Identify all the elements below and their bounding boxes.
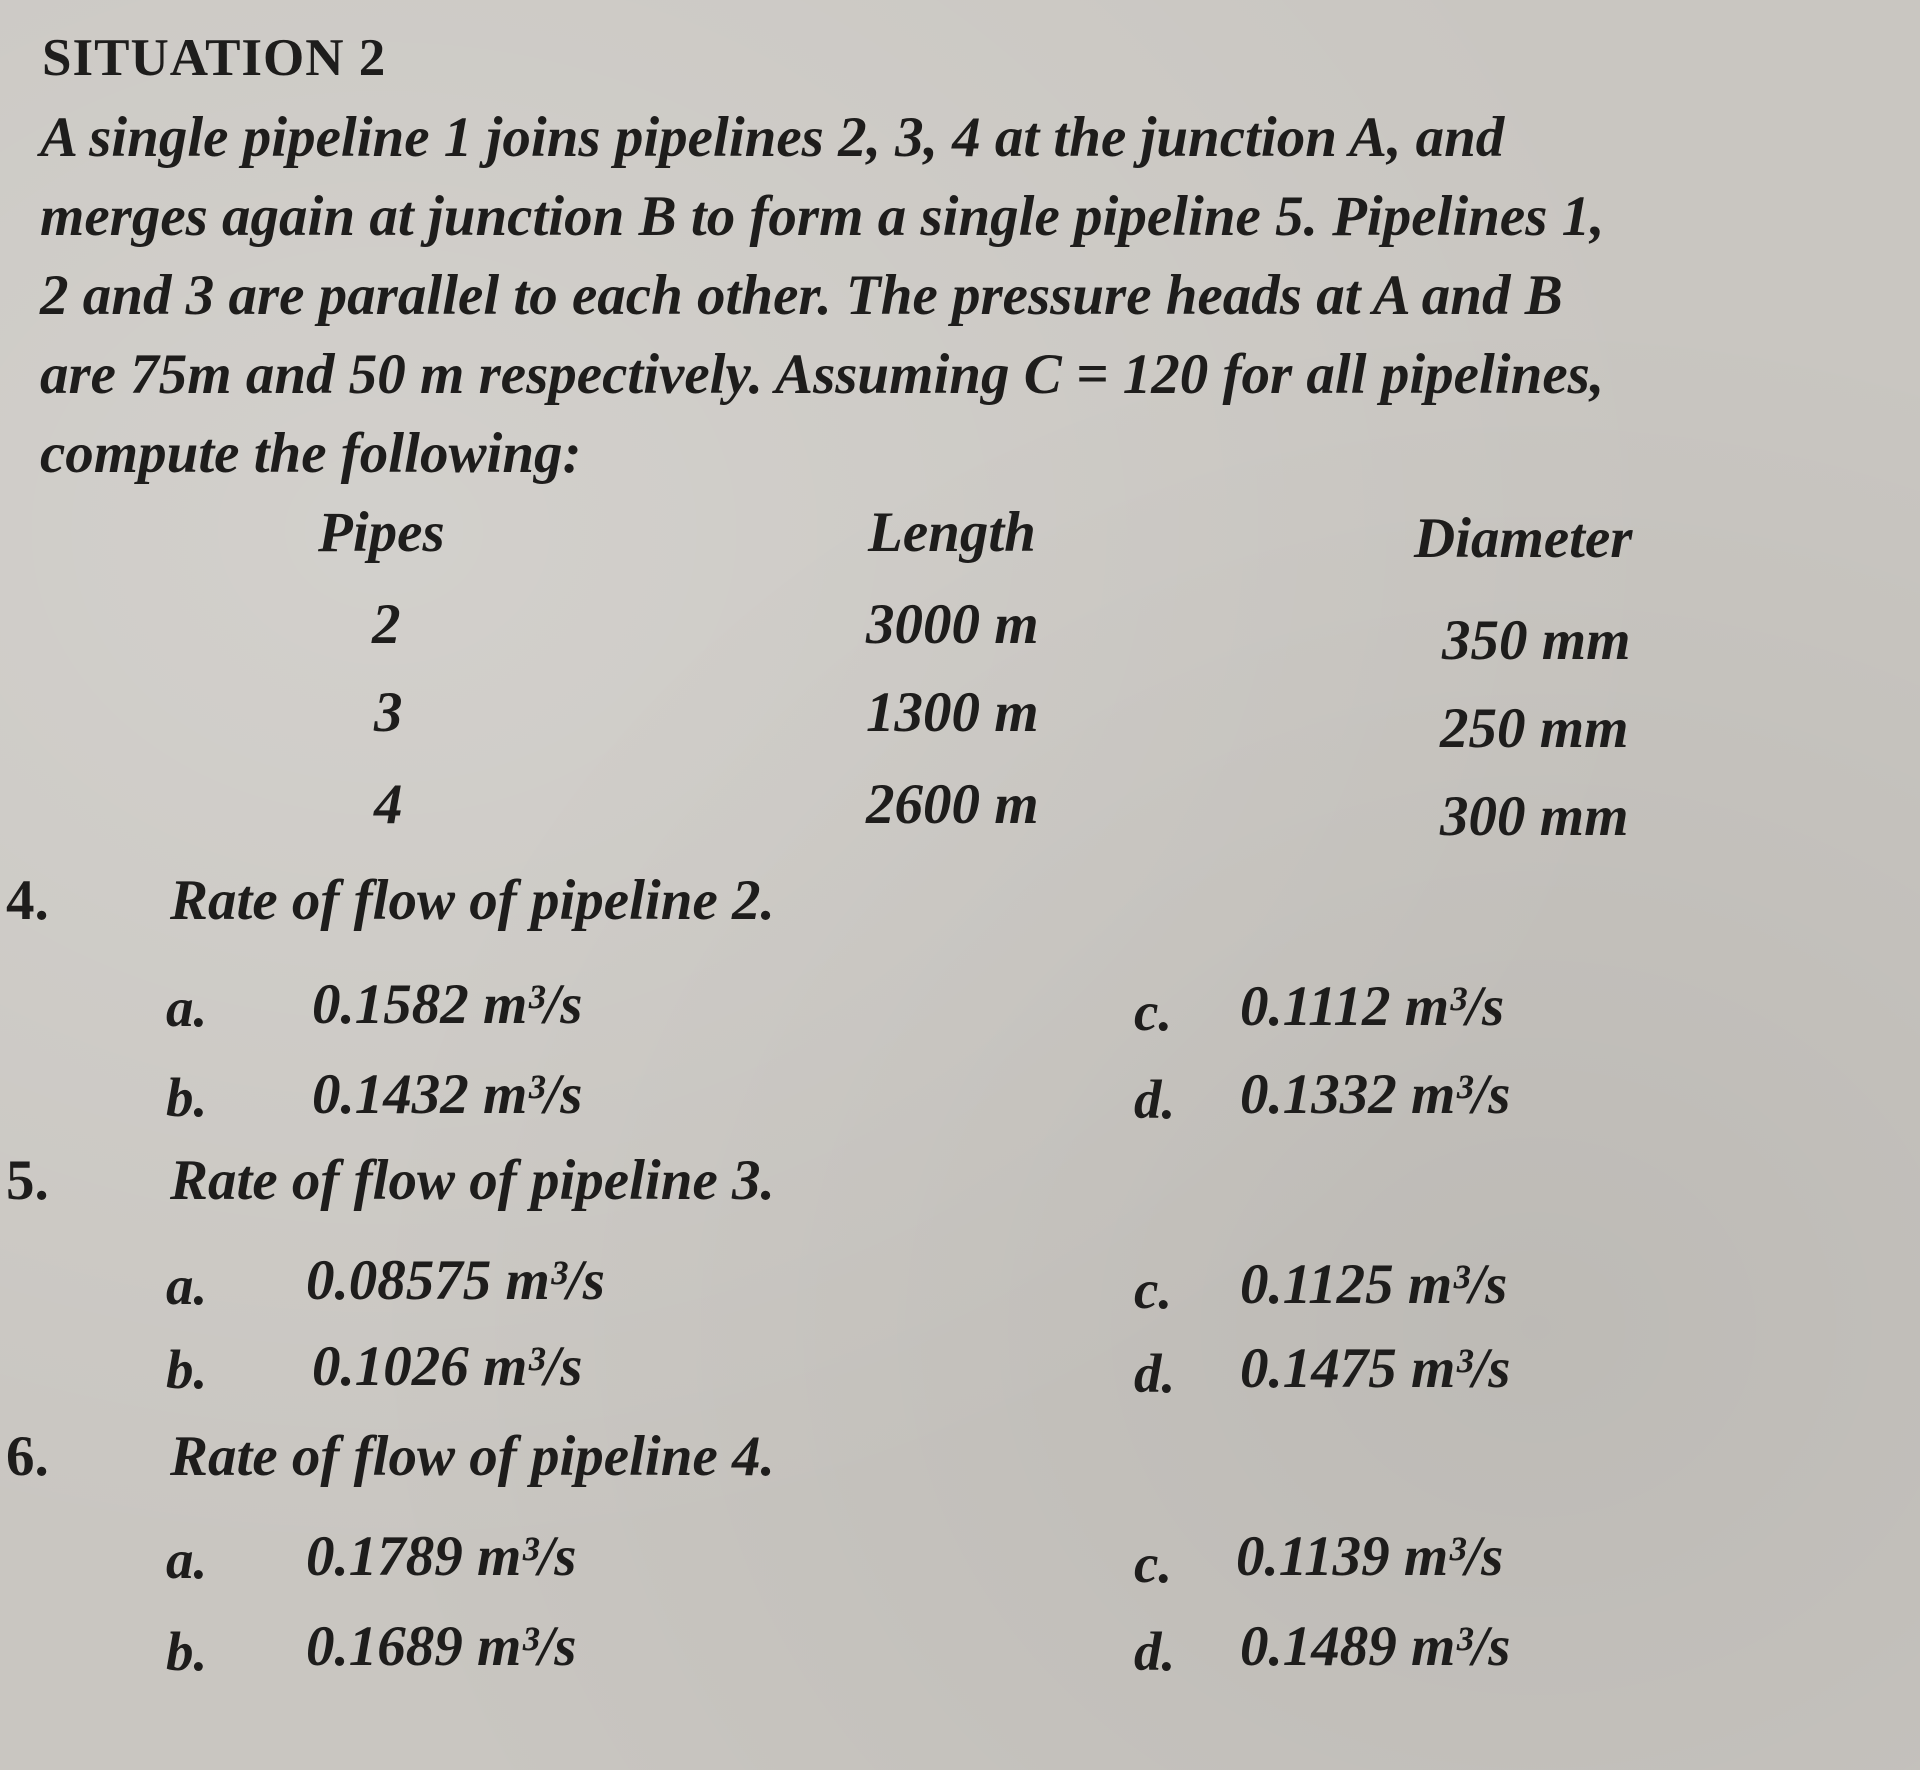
question-number: 6. [6,1425,49,1488]
option-a-letter: a. [166,977,208,1038]
option-b-letter: b. [166,1067,208,1128]
option-c-letter: c. [1134,1259,1173,1320]
question-number: 4. [6,869,49,932]
header-pipes: Pipes [318,501,445,564]
question-text: Rate of flow of pipeline 4. [170,1425,775,1488]
option-a-value[interactable]: 0.08575 m³/s [306,1249,605,1312]
option-a-value[interactable]: 0.1789 m³/s [306,1525,577,1588]
question-number: 5. [6,1149,49,1212]
cell-pipe: 4 [374,773,403,836]
option-b-value[interactable]: 0.1432 m³/s [312,1063,583,1126]
header-diameter: Diameter [1414,507,1633,570]
cell-length: 2600 m [866,773,1039,836]
option-c-letter: c. [1134,981,1173,1042]
option-c-value[interactable]: 0.1125 m³/s [1240,1253,1508,1316]
cell-diameter: 250 mm [1440,697,1629,760]
option-c-value[interactable]: 0.1112 m³/s [1240,975,1505,1038]
cell-length: 3000 m [866,593,1039,656]
problem-line: 2 and 3 are parallel to each other. The pressure heads at A and B [40,264,1563,327]
option-b-value[interactable]: 0.1026 m³/s [312,1335,583,1398]
cell-length: 1300 m [866,681,1039,744]
problem-line: A single pipeline 1 joins pipelines 2, 3, 4 at the junction A, and [40,106,1505,169]
option-a-letter: a. [166,1255,208,1316]
option-d-letter: d. [1134,1343,1176,1404]
question-text: Rate of flow of pipeline 2. [170,869,775,932]
option-d-value[interactable]: 0.1475 m³/s [1240,1337,1511,1400]
question-6 [0,1424,1920,1704]
option-a-letter: a. [166,1529,208,1590]
option-c-letter: c. [1134,1533,1173,1594]
problem-line: are 75m and 50 m respectively. Assuming C = 120 for all pipelines, [40,343,1605,406]
problem-line: compute the following: [40,422,582,485]
option-b-letter: b. [166,1621,208,1682]
cell-diameter: 300 mm [1440,785,1629,848]
option-b-value[interactable]: 0.1689 m³/s [306,1615,577,1678]
option-b-letter: b. [166,1339,208,1400]
question-text: Rate of flow of pipeline 3. [170,1149,775,1212]
problem-statement [40,98,1900,493]
option-d-letter: d. [1134,1069,1176,1130]
option-d-value[interactable]: 0.1489 m³/s [1240,1615,1511,1678]
question-4 [0,868,1920,1148]
option-d-value[interactable]: 0.1332 m³/s [1240,1063,1511,1126]
problem-line: merges again at junction B to form a single pipeline 5. Pipelines 1, [40,185,1605,248]
situation-title: SITUATION 2 [42,29,387,87]
option-d-letter: d. [1134,1621,1176,1682]
cell-pipe: 2 [372,593,401,656]
option-c-value[interactable]: 0.1139 m³/s [1236,1525,1504,1588]
option-a-value[interactable]: 0.1582 m³/s [312,973,583,1036]
cell-diameter: 350 mm [1442,609,1631,672]
cell-pipe: 3 [374,681,403,744]
header-length: Length [868,501,1036,564]
question-5 [0,1148,1920,1428]
